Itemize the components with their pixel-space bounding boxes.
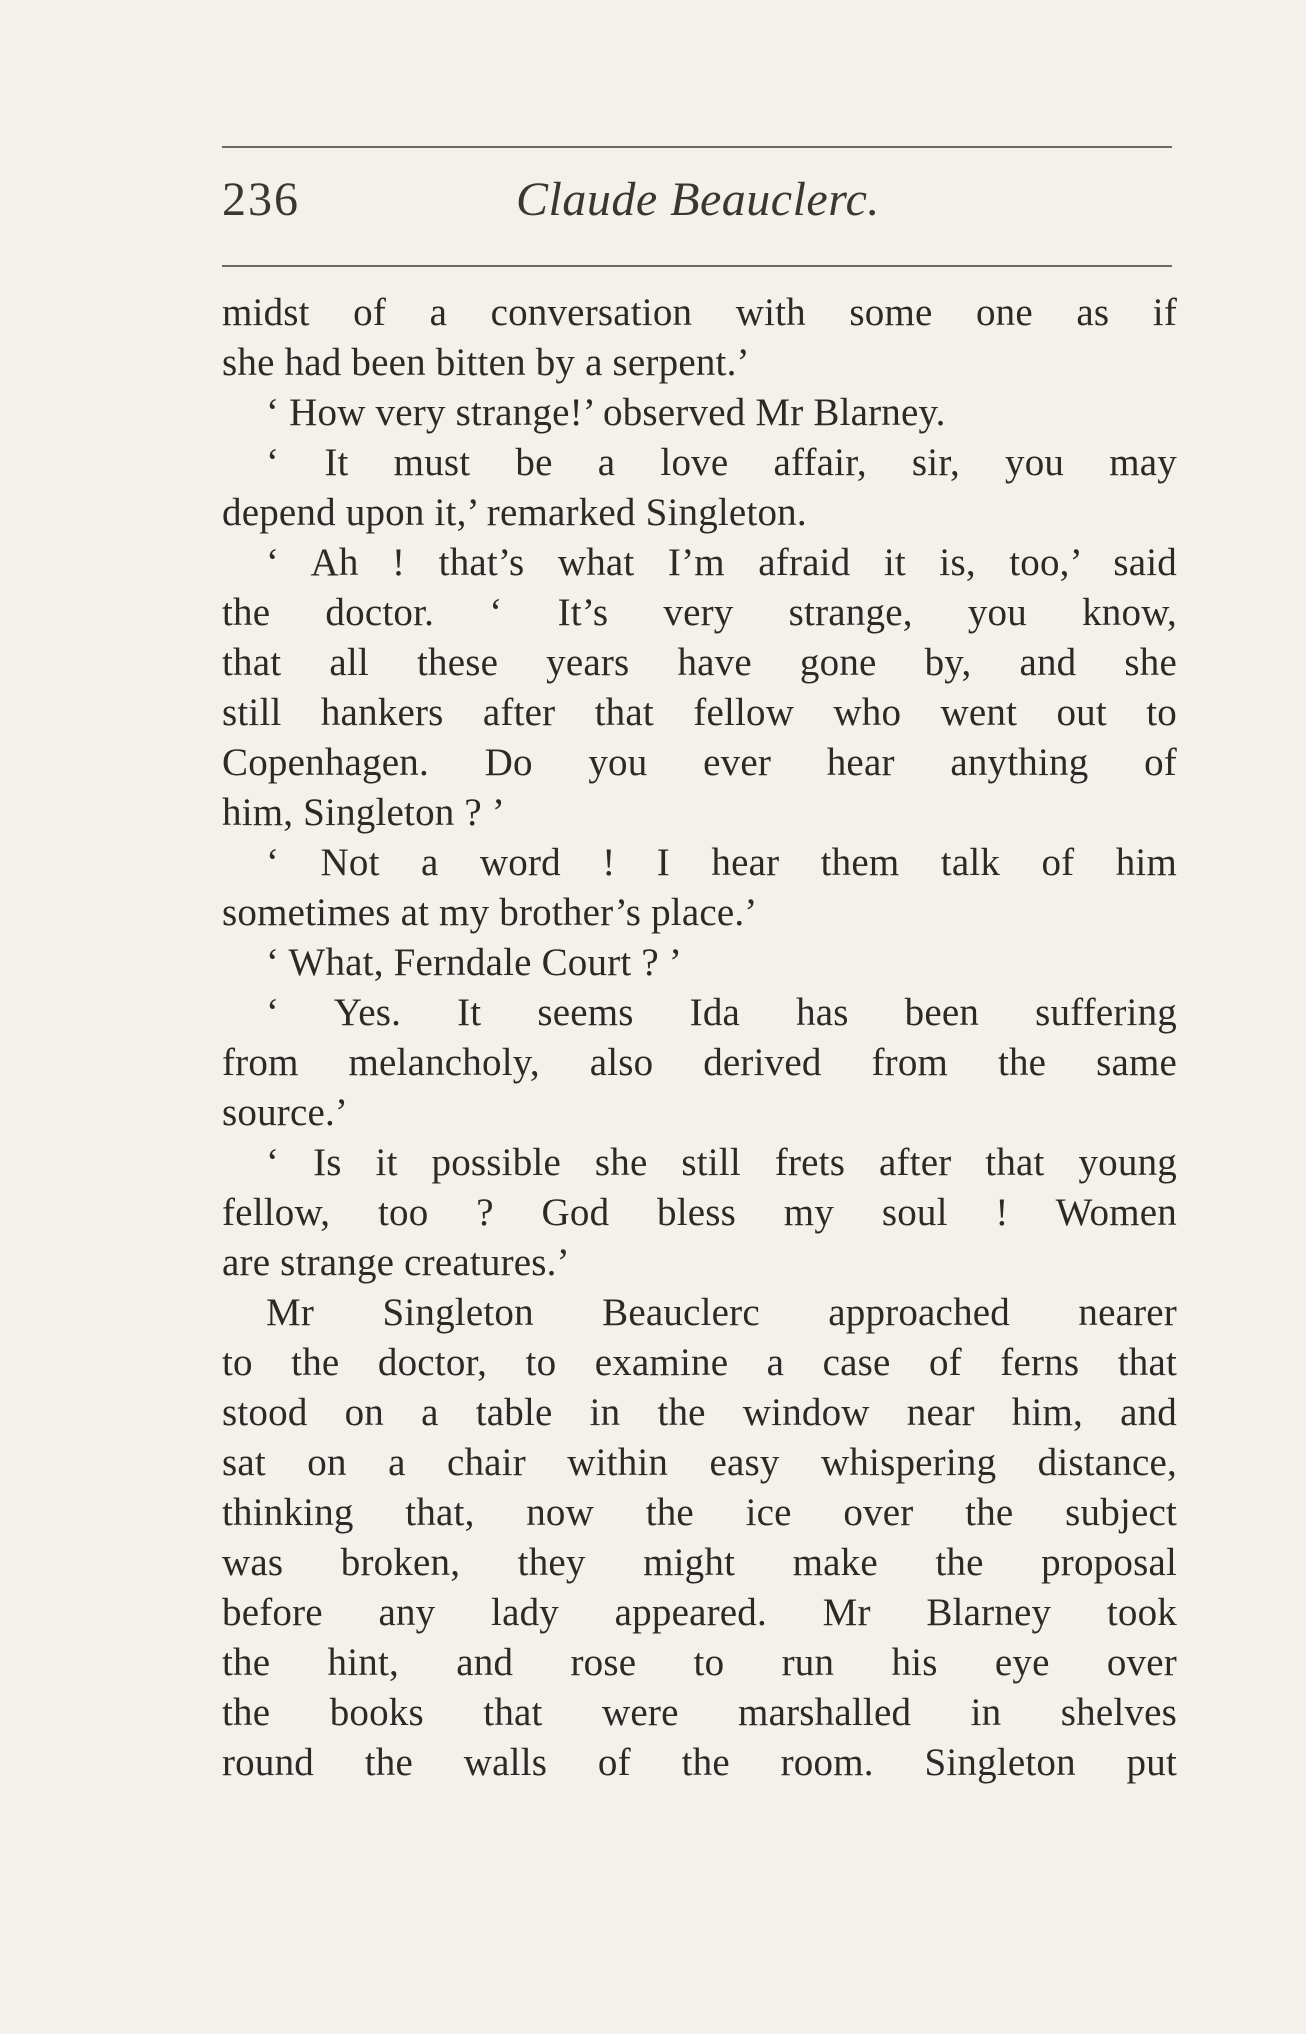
text-line: fellow, too ? God bless my soul ! Women — [222, 1191, 1177, 1234]
text-line: are strange creatures.’ — [222, 1241, 570, 1284]
text-line: ‘ How very strange!’ observed Mr Blarney. — [266, 391, 946, 434]
page-number: 236 — [222, 173, 300, 226]
text-line: round the walls of the room. Singleton put — [222, 1741, 1177, 1784]
body-text — [222, 288, 1177, 1788]
text-line: stood on a table in the window near him, and — [222, 1391, 1177, 1434]
text-line: the books that were marshalled in shelves — [222, 1691, 1177, 1734]
text-line: ‘ Yes. It seems Ida has been suffering — [266, 991, 1177, 1034]
text-line: the doctor. ‘ It’s very strange, you know, — [222, 591, 1177, 634]
text-line: sat on a chair within easy whispering distance, — [222, 1441, 1177, 1484]
text-line: depend upon it,’ remarked Singleton. — [222, 491, 807, 534]
text-line: Copenhagen. Do you ever hear anything of — [222, 741, 1177, 784]
text-line: thinking that, now the ice over the subject — [222, 1491, 1177, 1534]
text-line: ‘ Not a word ! I hear them talk of him — [266, 841, 1177, 884]
text-line: before any lady appeared. Mr Blarney took — [222, 1591, 1177, 1634]
text-line: from melancholy, also derived from the same — [222, 1041, 1177, 1084]
running-title: Claude Beauclerc. — [516, 173, 880, 226]
text-line: to the doctor, to examine a case of ferns that — [222, 1341, 1177, 1384]
text-line: the hint, and rose to run his eye over — [222, 1641, 1177, 1684]
text-line: source.’ — [222, 1091, 349, 1134]
header-rule-bottom — [222, 265, 1172, 267]
text-line: that all these years have gone by, and she — [222, 641, 1177, 684]
text-line: ‘ What, Ferndale Court ? ’ — [266, 941, 683, 984]
text-line: him, Singleton ? ’ — [222, 791, 506, 834]
text-line: ‘ Is it possible she still frets after that young — [266, 1141, 1177, 1184]
text-line: ‘ Ah ! that’s what I’m afraid it is, too,’ said — [266, 541, 1177, 584]
text-line: was broken, they might make the proposal — [222, 1541, 1177, 1584]
text-line: Mr Singleton Beauclerc approached nearer — [266, 1291, 1177, 1334]
text-line: still hankers after that fellow who went out to — [222, 691, 1177, 734]
running-header — [222, 168, 1172, 248]
text-line: midst of a conversation with some one as if — [222, 291, 1177, 334]
header-rule-top — [222, 146, 1172, 148]
text-line: sometimes at my brother’s place.’ — [222, 891, 758, 934]
text-line: she had been bitten by a serpent.’ — [222, 341, 750, 384]
text-line: ‘ It must be a love affair, sir, you may — [266, 441, 1177, 484]
